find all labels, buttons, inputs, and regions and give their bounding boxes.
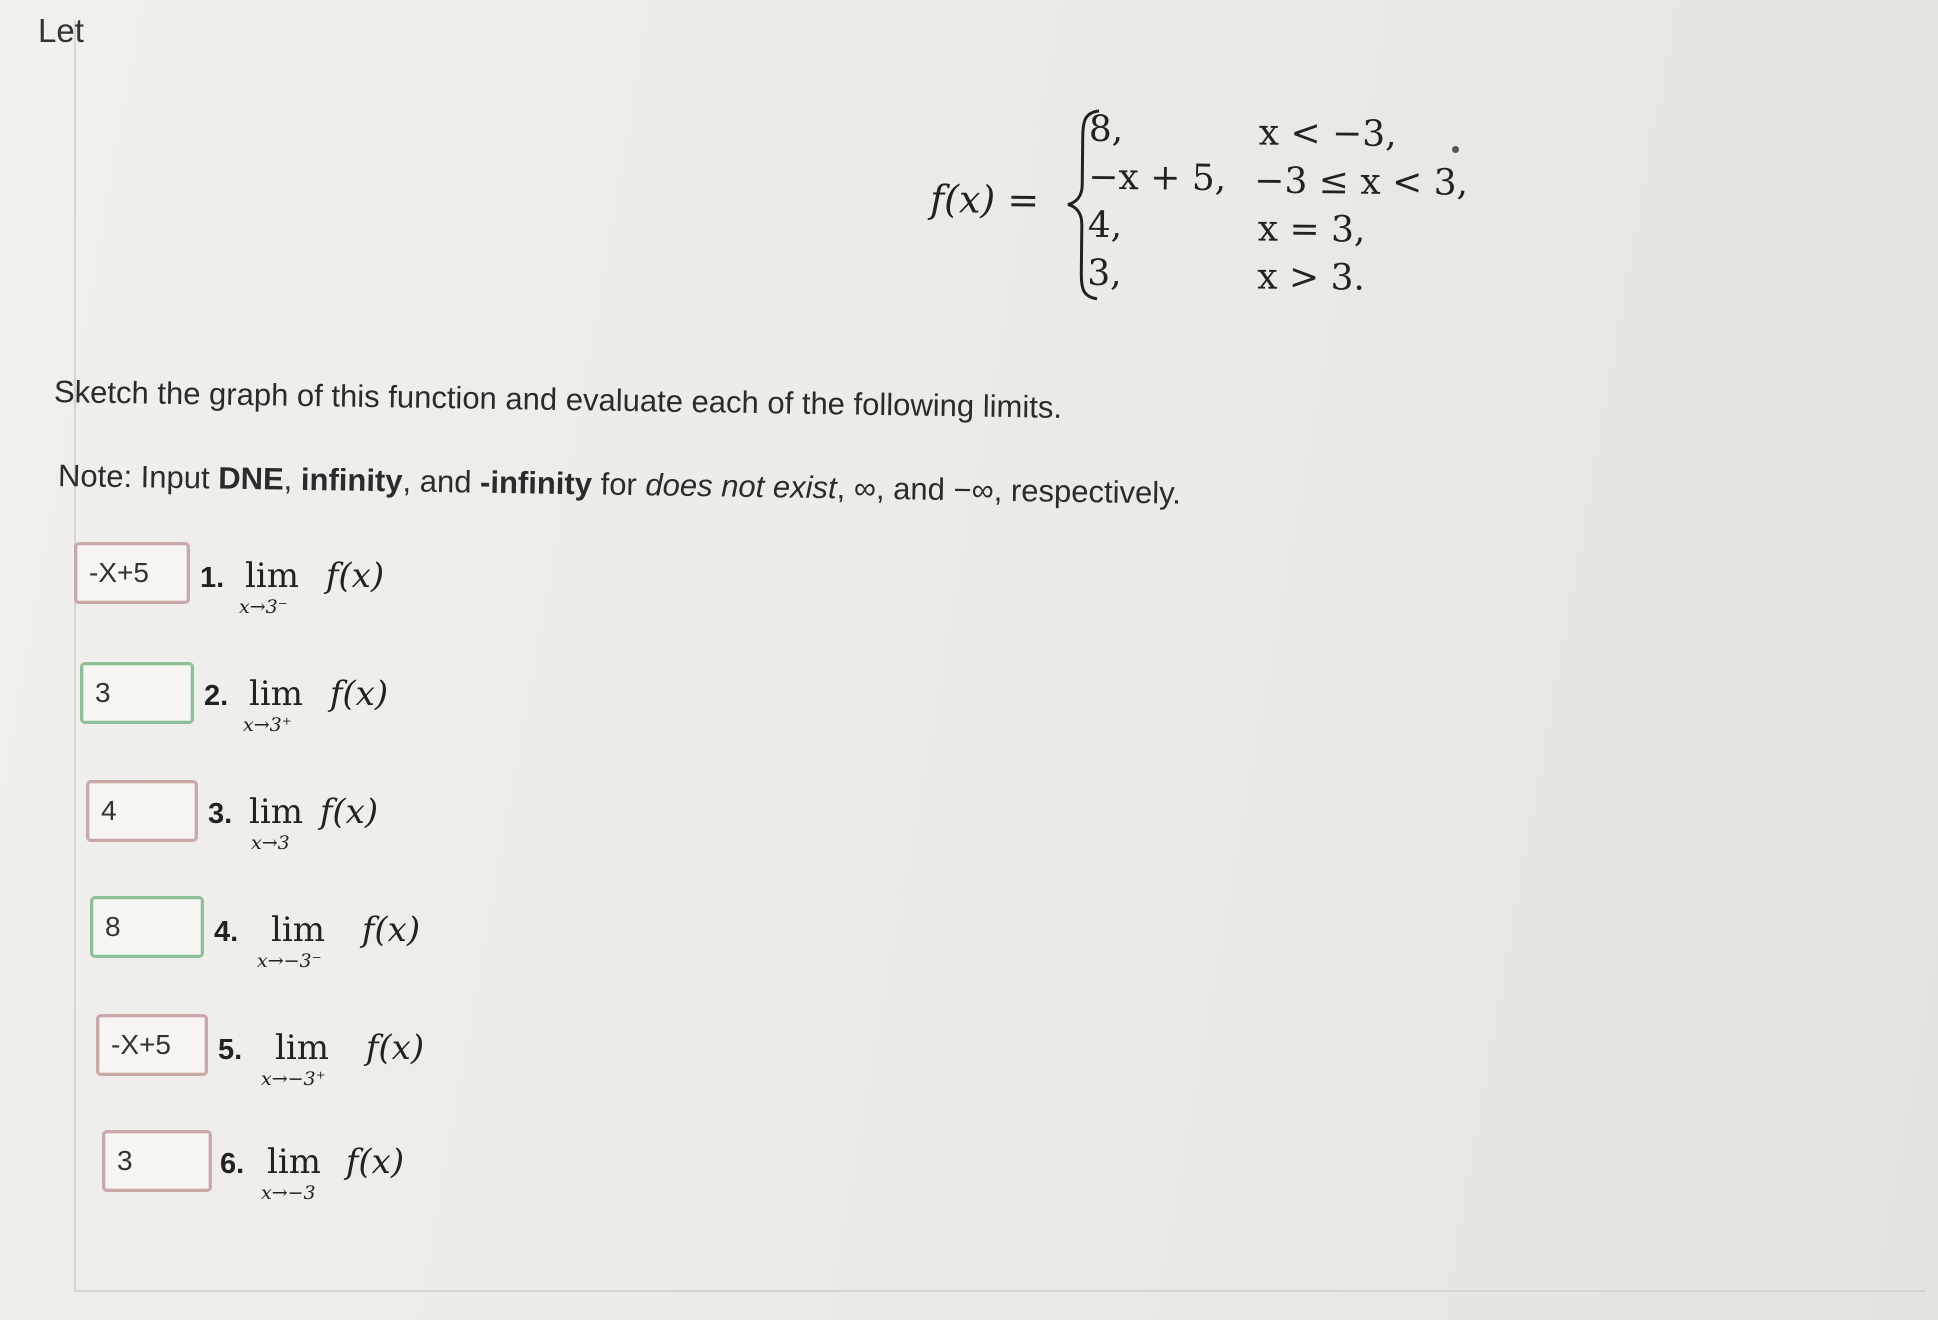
limit-expression-2 — [204, 674, 389, 736]
answer-input-1[interactable]: -X+5 — [74, 542, 190, 604]
problem-number: 4. — [214, 916, 239, 948]
lim-subscript: x→3 — [251, 832, 290, 854]
note-suffix: , ∞, and −∞, respectively. — [836, 470, 1182, 511]
note-sep: , — [283, 461, 302, 497]
lim-subscript: x→−3⁻ — [257, 950, 322, 972]
instruction-text: Sketch the graph of this function and evaluate each of the following limits. — [53, 374, 1063, 425]
case-condition-2: −3 ≤ x < 3, — [1254, 160, 1469, 204]
limit-expression-6 — [220, 1142, 405, 1204]
answer-input-2[interactable]: 3 — [80, 662, 194, 724]
problem-number: 2. — [204, 680, 229, 712]
note-dne: DNE — [217, 460, 284, 497]
lim-subscript: x→3⁺ — [243, 714, 292, 736]
note-sep: , and — [402, 463, 481, 500]
answer-input-5[interactable]: -X+5 — [96, 1014, 208, 1076]
lim-operator: lim — [275, 1028, 329, 1068]
case-value-1: 8, — [1088, 108, 1124, 151]
lim-operator: lim — [249, 792, 303, 832]
formula-lhs — [930, 177, 1040, 222]
lim-operator: lim — [245, 556, 299, 596]
limit-expression-1 — [200, 556, 385, 618]
lim-operator: lim — [271, 910, 325, 950]
note-prefix: Note: Input — [57, 458, 219, 496]
lim-subscript: x→−3⁺ — [261, 1068, 326, 1090]
let-label: Let — [38, 12, 84, 49]
case-condition-3: x = 3, — [1257, 208, 1366, 251]
note-for: for — [591, 466, 646, 503]
limit-function: f(x) — [319, 792, 379, 832]
problem-number: 3. — [208, 798, 233, 830]
limit-function: f(x) — [325, 556, 385, 596]
case-value-4: 3, — [1087, 252, 1122, 295]
answer-input-4[interactable]: 8 — [90, 896, 204, 958]
case-condition-1: x < −3, — [1258, 112, 1397, 155]
lim-subscript: x→−3 — [261, 1182, 316, 1204]
case-value-2: −x + 5, — [1088, 156, 1227, 200]
limit-expression-4 — [214, 910, 421, 972]
case-value-3: 4, — [1087, 204, 1123, 247]
note-infinity: infinity — [300, 461, 403, 499]
limit-function: f(x) — [361, 910, 421, 950]
limit-function: f(x) — [365, 1028, 425, 1068]
formula-function-name: f(x) — [929, 177, 996, 222]
case-condition-4: x > 3. — [1257, 256, 1366, 299]
limit-function: f(x) — [345, 1142, 405, 1182]
stray-dot — [1452, 146, 1459, 153]
formula-equals: = — [1007, 177, 1040, 223]
limit-expression-5 — [218, 1028, 425, 1090]
limit-function: f(x) — [329, 674, 389, 714]
lim-operator: lim — [249, 674, 303, 714]
note-neg-infinity: -infinity — [479, 464, 593, 502]
problem-number: 1. — [200, 562, 225, 594]
note-does-not-exist: does not exist — [645, 467, 837, 506]
problem-number: 5. — [218, 1034, 243, 1066]
limit-expression-3 — [208, 792, 379, 854]
lim-subscript: x→3⁻ — [239, 596, 288, 618]
answer-input-6[interactable]: 3 — [102, 1130, 212, 1192]
problem-number: 6. — [220, 1148, 245, 1180]
piecewise-formula — [929, 105, 1491, 311]
lim-operator: lim — [267, 1142, 321, 1182]
answer-input-3[interactable]: 4 — [86, 780, 198, 842]
